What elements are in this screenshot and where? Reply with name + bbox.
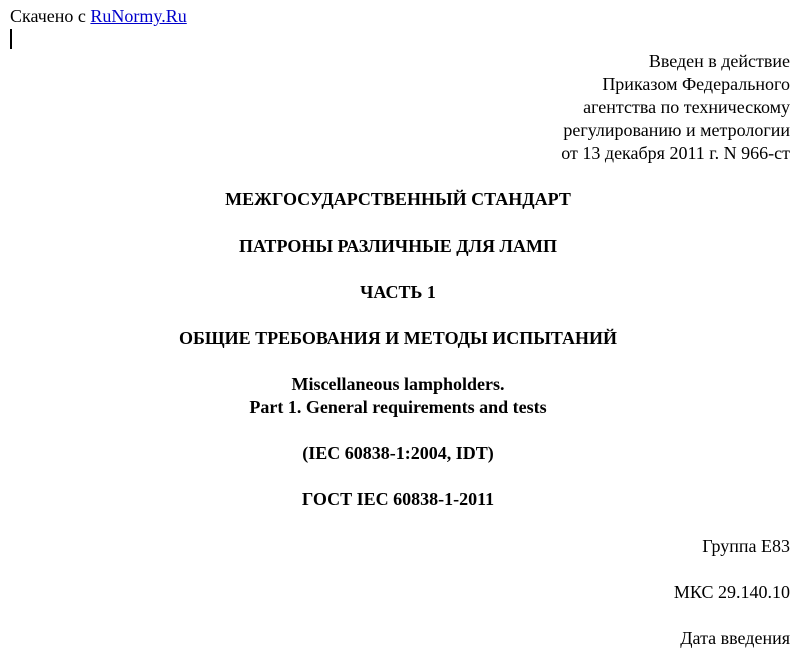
intro-date-label: Дата введения	[680, 628, 790, 648]
english-title-line-1: Miscellaneous lampholders.	[291, 374, 505, 394]
source-link[interactable]: RuNormy.Ru	[90, 6, 187, 26]
source-prefix: Скачено с	[10, 6, 91, 26]
iec-reference: (IEC 60838-1:2004, IDT)	[302, 443, 494, 463]
part-heading: ЧАСТЬ 1	[360, 282, 436, 302]
group-code: Группа Е83	[702, 536, 790, 556]
approval-line: Приказом Федерального	[602, 74, 790, 94]
approval-line: агентства по техническому	[583, 97, 790, 117]
subtitle-heading: ОБЩИЕ ТРЕБОВАНИЯ И МЕТОДЫ ИСПЫТАНИЙ	[178, 328, 618, 348]
approval-line: Введен в действие	[648, 51, 790, 71]
approval-block	[561, 50, 790, 165]
mks-code: МКС 29.140.10	[673, 582, 790, 602]
gost-number: ГОСТ IEC 60838-1-2011	[301, 489, 495, 509]
approval-line: регулированию и метрологии	[563, 120, 790, 140]
english-title-line-2: Part 1. General requirements and tests	[249, 397, 547, 417]
approval-line: от 13 декабря 2011 г. N 966-ст	[561, 143, 790, 163]
standard-name-heading: ПАТРОНЫ РАЗЛИЧНЫЕ ДЛЯ ЛАМП	[239, 236, 557, 256]
source-line	[10, 5, 187, 28]
standard-type-heading: МЕЖГОСУДАРСТВЕННЫЙ СТАНДАРТ	[225, 189, 571, 209]
text-cursor	[10, 29, 12, 49]
